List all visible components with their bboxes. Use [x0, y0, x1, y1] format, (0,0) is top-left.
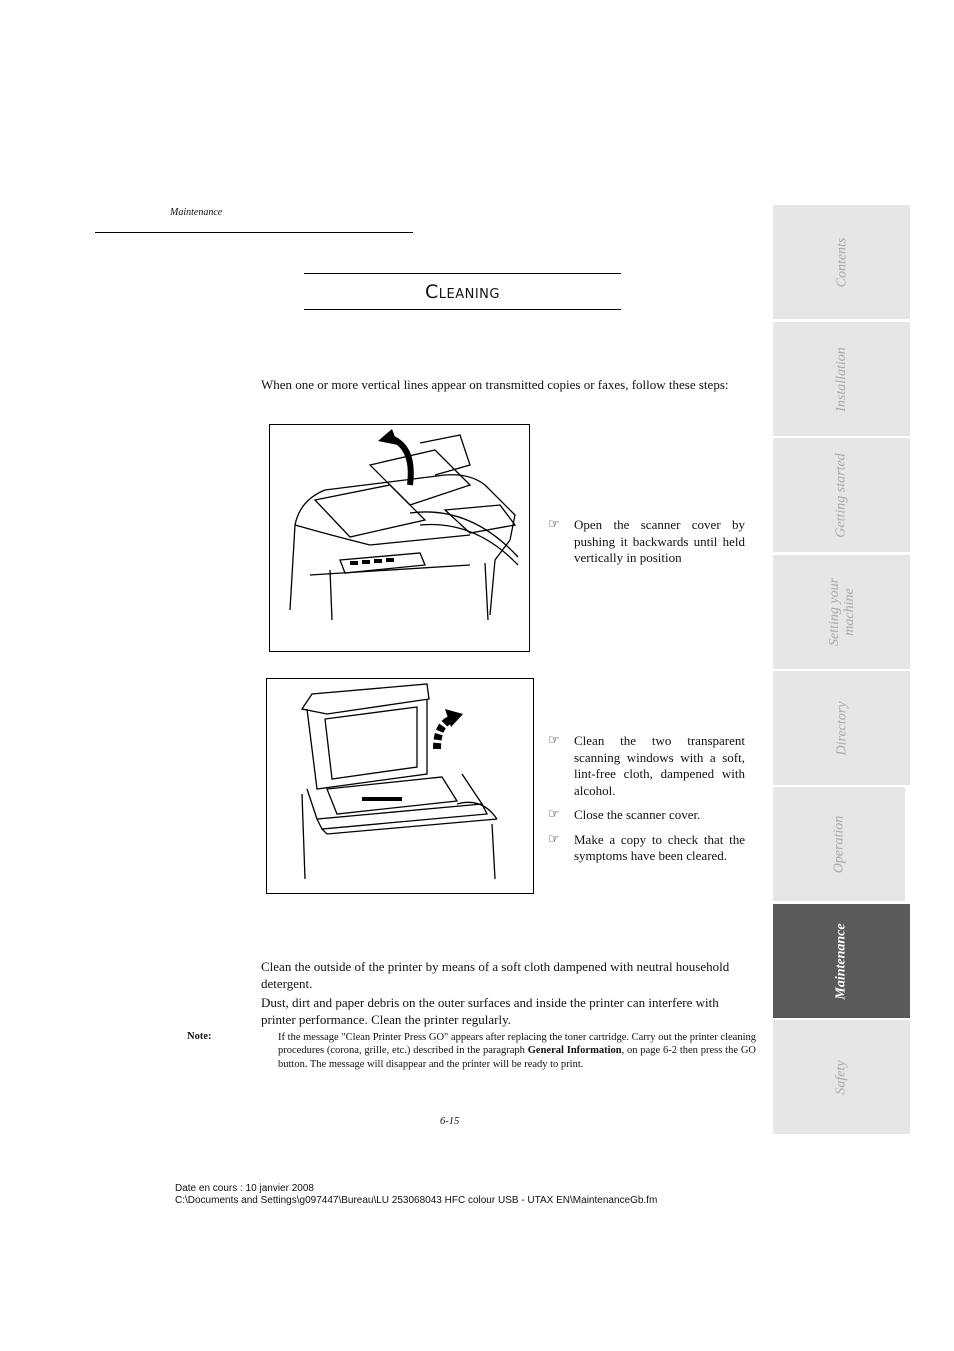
tab-operation[interactable] [773, 787, 905, 901]
note-text [278, 1031, 756, 1071]
tab-contents[interactable] [773, 205, 910, 319]
pointing-hand-icon: ☞ [548, 807, 560, 822]
step-text: Clean the two transparent scanning windows with a soft, lint-free cloth, dampened with alcohol. [574, 733, 745, 798]
tab-maintenance[interactable] [773, 904, 910, 1018]
tab-label: Setting your machine [826, 577, 857, 647]
figure-clean-scanning-windows [266, 678, 534, 894]
note-reference[interactable]: General Information [527, 1045, 622, 1057]
note-label: Note: [187, 1031, 212, 1042]
tab-label: Operation [831, 815, 847, 873]
tab-label: Safety [834, 1059, 849, 1095]
step-text: Make a copy to check that the symptoms have been cleared. [574, 831, 745, 863]
tab-label: Contents [834, 237, 849, 287]
section-title: Cleaning [425, 280, 500, 303]
tab-installation[interactable] [773, 322, 910, 436]
step-text: Open the scanner cover by pushing it backwards until held vertically in position [574, 517, 745, 565]
printer-open-cover-illustration [270, 425, 529, 651]
footer-date: Date en cours : 10 janvier 2008 [175, 1183, 314, 1194]
page-number: 6-15 [440, 1116, 460, 1127]
tab-label: Getting started [833, 452, 849, 538]
tab-getting-started[interactable] [773, 438, 910, 552]
step-item [548, 733, 745, 799]
steps-group-1 [548, 517, 745, 575]
paragraph-debris: Dust, dirt and paper debris on the outer surfaces and inside the printer can interfere with printer performance. Clean the printer regularly. [261, 995, 719, 1027]
header-rule [95, 232, 413, 233]
tab-label: Installation [834, 346, 849, 412]
step-item [548, 832, 745, 865]
steps-group-2 [548, 733, 745, 873]
note-text-before: If the message "Clean Printer Press GO" appears after replacing the toner cartridge. Carry out the printer cleaning procedures (corona, grille, etc.) described in the paragraph [278, 1032, 756, 1057]
pointing-hand-icon: ☞ [548, 733, 560, 748]
step-item [548, 807, 745, 824]
tab-label: Directory [833, 701, 849, 755]
pointing-hand-icon: ☞ [548, 517, 560, 532]
footer [175, 1183, 657, 1207]
tab-safety[interactable] [773, 1020, 910, 1134]
pointing-hand-icon: ☞ [548, 831, 560, 847]
paragraph-outside-cleaning: Clean the outside of the printer by means of a soft cloth dampened with neutral household detergent. [261, 959, 730, 991]
running-head: Maintenance [170, 207, 223, 218]
tab-label: Maintenance [833, 922, 849, 1000]
tab-directory[interactable] [773, 671, 910, 785]
step-item [548, 517, 745, 567]
printer-clean-glass-illustration [267, 679, 533, 893]
tab-setting-your-machine[interactable] [773, 555, 910, 669]
section-title-box [304, 273, 621, 310]
step-text: Close the scanner cover. [574, 807, 701, 822]
figure-open-scanner-cover [269, 424, 530, 652]
footer-path: C:\Documents and Settings\g097447\Bureau\LU 253068043 HFC colour USB - UTAX EN\MaintenanceGb.fm [175, 1195, 658, 1206]
intro-text: When one or more vertical lines appear on transmitted copies or faxes, follow these steps: [261, 377, 729, 392]
note-text-after: , on page 6-2 then press the GO button. The message will disappear and the printer will be ready to print. [278, 1045, 756, 1070]
